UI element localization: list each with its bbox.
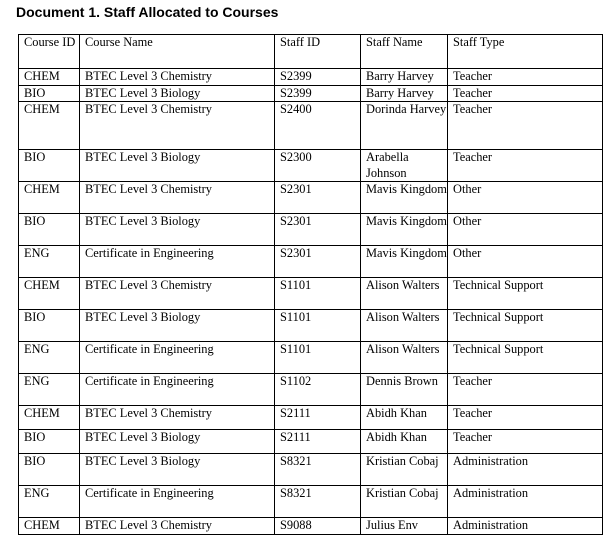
cell-staff-id: S2301 — [275, 214, 361, 246]
cell-course-name: BTEC Level 3 Chemistry — [80, 182, 275, 214]
cell-staff-id: S9088 — [275, 518, 361, 535]
cell-staff-id: S2301 — [275, 246, 361, 278]
cell-course-id: ENG — [19, 342, 80, 374]
cell-course-name: BTEC Level 3 Chemistry — [80, 518, 275, 535]
table-row — [19, 518, 603, 535]
cell-course-id: CHEM — [19, 406, 80, 430]
cell-course-id: BIO — [19, 454, 80, 486]
cell-course-id: CHEM — [19, 102, 80, 150]
cell-staff-type: Administration — [448, 518, 603, 535]
cell-staff-name: Abidh Khan — [361, 430, 448, 454]
cell-course-name: BTEC Level 3 Biology — [80, 454, 275, 486]
cell-staff-name: Mavis Kingdom — [361, 246, 448, 278]
table-row — [19, 182, 603, 214]
cell-course-name: BTEC Level 3 Biology — [80, 310, 275, 342]
cell-staff-id: S2399 — [275, 85, 361, 102]
cell-staff-id: S1101 — [275, 342, 361, 374]
cell-course-name: BTEC Level 3 Chemistry — [80, 278, 275, 310]
cell-course-id: ENG — [19, 374, 80, 406]
header-course-id: Course ID — [19, 35, 80, 69]
cell-staff-id: S1101 — [275, 310, 361, 342]
cell-staff-id: S2111 — [275, 406, 361, 430]
table-row — [19, 374, 603, 406]
cell-course-name: Certificate in Engineering — [80, 486, 275, 518]
table-row — [19, 486, 603, 518]
cell-course-id: CHEM — [19, 518, 80, 535]
cell-course-name: Certificate in Engineering — [80, 342, 275, 374]
cell-staff-name: Alison Walters — [361, 278, 448, 310]
cell-staff-id: S1102 — [275, 374, 361, 406]
cell-staff-type: Teacher — [448, 85, 603, 102]
header-staff-id: Staff ID — [275, 35, 361, 69]
document-title: Document 1. Staff Allocated to Courses — [16, 4, 279, 20]
cell-staff-id: S2400 — [275, 102, 361, 150]
cell-staff-type: Teacher — [448, 69, 603, 86]
table-row — [19, 406, 603, 430]
cell-course-id: ENG — [19, 246, 80, 278]
table-row — [19, 342, 603, 374]
header-staff-type: Staff Type — [448, 35, 603, 69]
cell-staff-type: Teacher — [448, 430, 603, 454]
cell-course-name: BTEC Level 3 Biology — [80, 85, 275, 102]
cell-staff-type: Other — [448, 246, 603, 278]
cell-staff-type: Technical Support — [448, 310, 603, 342]
table-row — [19, 246, 603, 278]
cell-staff-name: Mavis Kingdom — [361, 214, 448, 246]
table-row — [19, 454, 603, 486]
table-row — [19, 69, 603, 86]
cell-course-id: BIO — [19, 310, 80, 342]
cell-staff-type: Teacher — [448, 102, 603, 150]
cell-staff-type: Technical Support — [448, 342, 603, 374]
cell-staff-id: S8321 — [275, 454, 361, 486]
cell-staff-id: S2301 — [275, 182, 361, 214]
cell-staff-name: Dennis Brown — [361, 374, 448, 406]
cell-course-id: BIO — [19, 85, 80, 102]
table-row — [19, 278, 603, 310]
cell-staff-name: Mavis Kingdom — [361, 182, 448, 214]
header-staff-name: Staff Name — [361, 35, 448, 69]
cell-staff-type: Administration — [448, 454, 603, 486]
staff-allocation-table — [18, 34, 603, 535]
cell-course-id: BIO — [19, 214, 80, 246]
cell-staff-name: Arabella Johnson — [361, 150, 448, 182]
cell-staff-type: Other — [448, 214, 603, 246]
cell-staff-id: S2300 — [275, 150, 361, 182]
cell-staff-id: S2399 — [275, 69, 361, 86]
cell-course-id: BIO — [19, 150, 80, 182]
header-course-name: Course Name — [80, 35, 275, 69]
cell-course-id: CHEM — [19, 182, 80, 214]
cell-staff-name: Abidh Khan — [361, 406, 448, 430]
cell-course-id: CHEM — [19, 69, 80, 86]
cell-staff-name: Barry Harvey — [361, 85, 448, 102]
cell-course-name: BTEC Level 3 Biology — [80, 150, 275, 182]
header-row — [19, 35, 603, 69]
table-row — [19, 310, 603, 342]
cell-staff-type: Teacher — [448, 406, 603, 430]
cell-course-name: BTEC Level 3 Chemistry — [80, 69, 275, 86]
cell-course-name: Certificate in Engineering — [80, 374, 275, 406]
cell-course-id: BIO — [19, 430, 80, 454]
cell-course-name: BTEC Level 3 Chemistry — [80, 406, 275, 430]
table-header — [19, 35, 603, 69]
table-row — [19, 102, 603, 150]
cell-staff-name: Kristian Cobaj — [361, 454, 448, 486]
cell-course-name: BTEC Level 3 Biology — [80, 214, 275, 246]
cell-staff-type: Other — [448, 182, 603, 214]
table-row — [19, 85, 603, 102]
cell-course-id: CHEM — [19, 278, 80, 310]
cell-staff-type: Teacher — [448, 150, 603, 182]
cell-staff-name: Barry Harvey — [361, 69, 448, 86]
cell-course-name: Certificate in Engineering — [80, 246, 275, 278]
cell-staff-name: Kristian Cobaj — [361, 486, 448, 518]
cell-staff-name: Dorinda Harvey — [361, 102, 448, 150]
cell-staff-id: S8321 — [275, 486, 361, 518]
cell-staff-type: Administration — [448, 486, 603, 518]
cell-staff-type: Teacher — [448, 374, 603, 406]
cell-course-name: BTEC Level 3 Chemistry — [80, 102, 275, 150]
cell-course-id: ENG — [19, 486, 80, 518]
cell-staff-id: S2111 — [275, 430, 361, 454]
table-body — [19, 69, 603, 535]
cell-staff-name: Julius Env — [361, 518, 448, 535]
table-row — [19, 214, 603, 246]
cell-staff-name: Alison Walters — [361, 342, 448, 374]
cell-staff-id: S1101 — [275, 278, 361, 310]
cell-course-name: BTEC Level 3 Biology — [80, 430, 275, 454]
table-row — [19, 430, 603, 454]
table-row — [19, 150, 603, 182]
cell-staff-name: Alison Walters — [361, 310, 448, 342]
cell-staff-type: Technical Support — [448, 278, 603, 310]
